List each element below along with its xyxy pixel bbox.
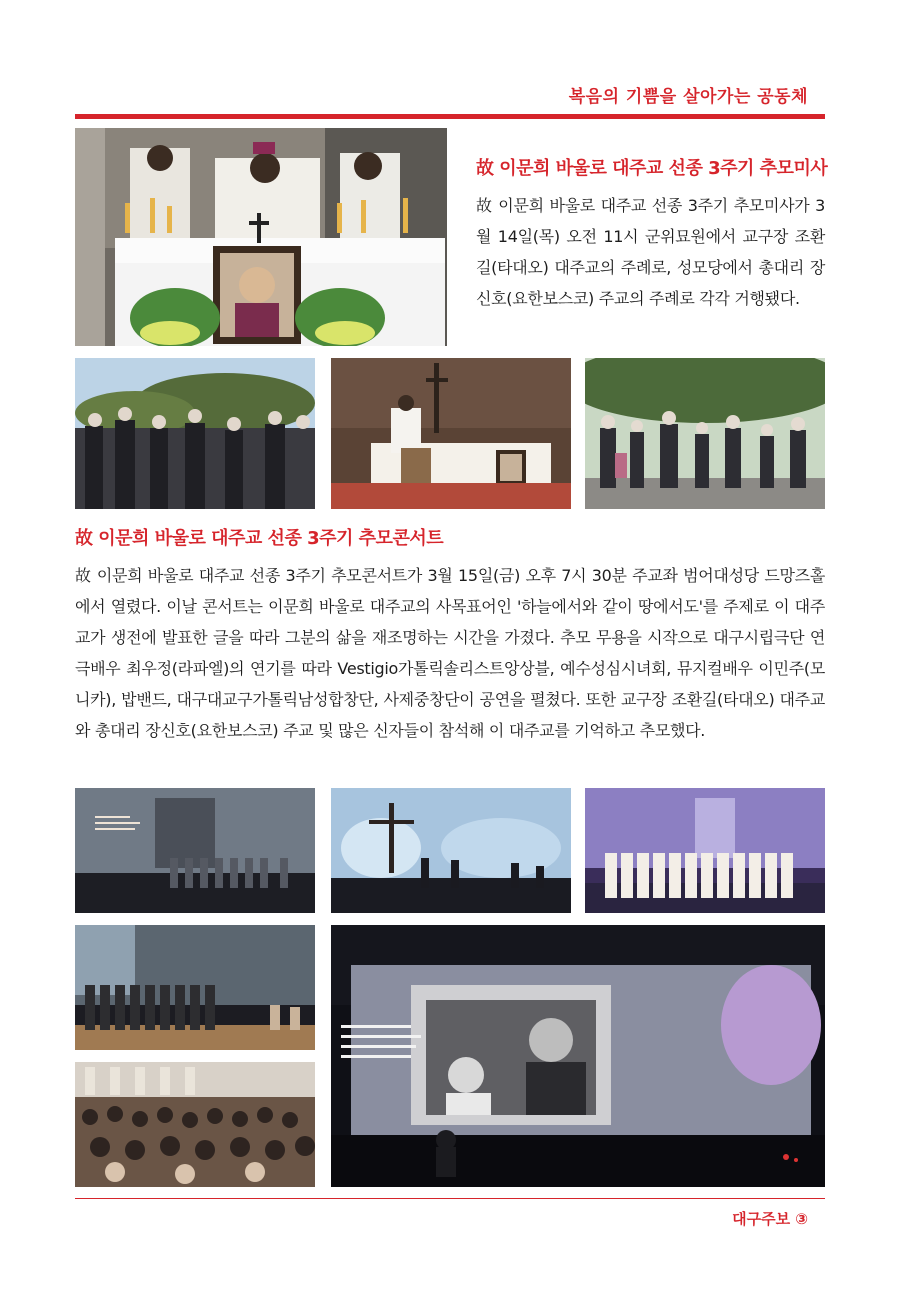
concert-section-body: 故 이문희 바울로 대주교 선종 3주기 추모콘서트가 3월 15일(금) 오후 7시 30분 주교좌 범어대성당 드망즈홀에서 열렸다. 이날 콘서트는 이문희 바울로 대주교의 사목표어인 '하늘에서와 같이 땅에서도'를 주제로 이 대주교가 생전에 발표한 글을 따라 그분의 삶을 재조명하는 시간을 가졌다. 추모 무용을 시작으로 대구시립극단 연극배우 최우정(라파엘)의 연기를 따라 Vestigio가톨릭솔리스트앙상블, 예수성심시녀회, 뮤지컬배우 이민주(모니카), 밥밴드, 대구대교구가톨릭남성합창단, 사제중창단이 공연을 펼쳤다. 또한 교구장 조환길(타대오) 대주교와 총대리 장신호(요한보스코) 주교 및 많은 신자들이 참석해 이 대주교를 기억하고 추모했다. [75,566,825,740]
mass-section-body: 故 이문희 바울로 대주교 선종 3주기 추모미사가 3월 14일(목) 오전 11시 군위묘원에서 교구장 조환길(타대오) 대주교의 주례로, 성모당에서 총대리 장신호(요한보스코) 주교의 주례로 각각 거행됐다. [476,196,825,308]
photo-concert-male-choir [75,925,315,1050]
concert-section-title: 故 이문희 바울로 대주교 선종 3주기 추모콘서트 [75,528,444,549]
footer-page-label: 대구주보 ③ [732,1210,808,1228]
header-title: 복음의 기쁨을 살아가는 공동체 [568,87,808,107]
header-rule [75,114,825,119]
photo-concert-audience [75,1062,315,1187]
photo-concert-choir-purple [585,788,825,913]
photo-concert-crucifix-stage [331,788,571,913]
photo-memorial-mass-altar [75,128,447,346]
footer-rule [75,1198,825,1199]
photo-mass-chapel-altar [331,358,571,509]
mass-section-title: 故 이문희 바울로 대주교 선종 3주기 추모미사 [476,158,828,179]
photo-concert-stage-screen [75,788,315,913]
photo-mass-crowd-path [585,358,825,509]
photo-mass-crowd-outdoor [75,358,315,509]
photo-concert-large-screen-portrait [331,925,825,1187]
